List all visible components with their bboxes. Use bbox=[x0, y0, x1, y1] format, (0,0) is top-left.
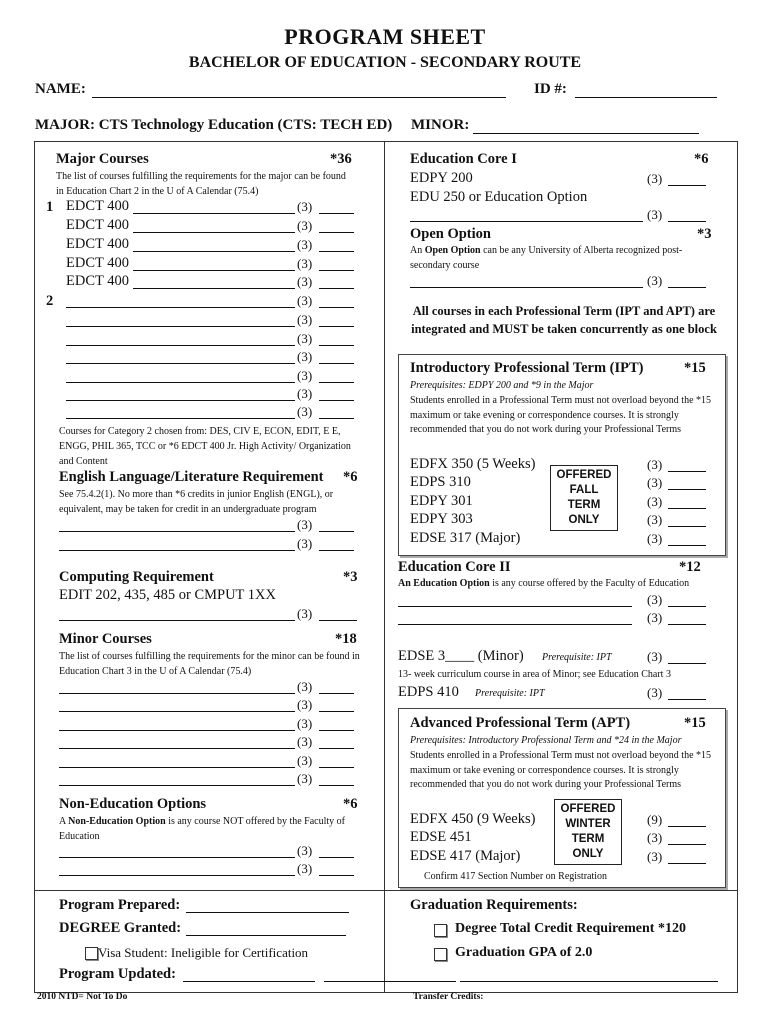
major-line-1[interactable] bbox=[133, 213, 295, 214]
minor-credit-3: (3) bbox=[297, 716, 313, 731]
apt-course-1: EDFX 450 (9 Weeks) bbox=[410, 811, 536, 827]
visa-label: Visa Student: Ineligible for Certification bbox=[98, 945, 309, 960]
program-updated-field-3[interactable] bbox=[460, 981, 718, 982]
core2-credits: *12 bbox=[679, 559, 701, 575]
cat2-line-6[interactable] bbox=[66, 400, 295, 401]
apt-desc: Students enrolled in a Professional Term must not overload beyond the *15 maximum or take evening or correspondence courses. It is strongly recommended that you do not work during your Professional Terms bbox=[410, 750, 712, 790]
program-prepared-field[interactable] bbox=[186, 912, 349, 913]
cat2-credit-6: (3) bbox=[297, 386, 313, 401]
english-title: English Language/Literature Requirement bbox=[59, 469, 324, 485]
cat2-credit-1: (3) bbox=[297, 293, 313, 308]
edps410-credit: (3) bbox=[647, 685, 663, 700]
nonedu-title: Non-Education Options bbox=[59, 796, 207, 812]
ipt-course-5: EDSE 317 (Major) bbox=[410, 530, 521, 546]
apt-course-2: EDSE 451 bbox=[410, 829, 472, 845]
edse3-note: 13- week curriculum course in area of Minor; see Education Chart 3 bbox=[398, 669, 671, 680]
cat2-line-3[interactable] bbox=[66, 345, 295, 346]
major-course-5: EDCT 400 bbox=[66, 273, 129, 289]
degree-granted-label: DEGREE Granted: bbox=[59, 920, 182, 936]
nonedu-credit-2: (3) bbox=[297, 861, 313, 876]
core1-grade-1[interactable] bbox=[668, 185, 706, 186]
minor-credit-4: (3) bbox=[297, 734, 313, 749]
category-2-marker: 2 bbox=[46, 293, 54, 309]
major-credits: *36 bbox=[330, 151, 352, 167]
ipt-grade-1[interactable] bbox=[668, 471, 706, 472]
edse3-credit: (3) bbox=[647, 649, 663, 664]
cat2-grade-6[interactable] bbox=[319, 400, 354, 401]
english-grade-1[interactable] bbox=[319, 531, 354, 532]
edps410-prereq: Prerequisite: IPT bbox=[475, 688, 545, 699]
ipt-credit-1: (3) bbox=[647, 457, 663, 472]
core1-credit-1: (3) bbox=[647, 171, 663, 186]
cat2-credit-5: (3) bbox=[297, 368, 313, 383]
footer-left: 2010 NTD= Not To Do bbox=[37, 992, 128, 1002]
credit-requirement-label: Degree Total Credit Requirement *120 bbox=[455, 921, 686, 936]
major-label: MAJOR: CTS Technology Education (CTS: TECH ED) bbox=[35, 117, 393, 133]
core2-grade-1[interactable] bbox=[668, 606, 706, 607]
page-subtitle: BACHELOR OF EDUCATION - SECONDARY ROUTE bbox=[188, 54, 582, 71]
open-desc: An Open Option can be any University of Alberta recognized post-secondary course bbox=[410, 245, 683, 271]
major-title: Major Courses bbox=[56, 151, 149, 167]
graduation-requirements-label: Graduation Requirements: bbox=[410, 897, 578, 913]
professional-term-note: All courses in each Professional Term (IPT and APT) are integrated and MUST be taken concurrently as one block bbox=[411, 304, 717, 336]
open-line[interactable] bbox=[410, 287, 643, 288]
ipt-grade-5[interactable] bbox=[668, 545, 706, 546]
footer-transfer-credits: Transfer Credits: bbox=[413, 992, 484, 1002]
english-credits: *6 bbox=[343, 469, 358, 485]
edse3-grade[interactable] bbox=[668, 663, 706, 664]
edse3-prereq: Prerequisite: IPT bbox=[542, 652, 612, 663]
open-credit: (3) bbox=[647, 273, 663, 288]
degree-granted-field[interactable] bbox=[186, 935, 346, 936]
ipt-desc: Students enrolled in a Professional Term must not overload beyond the *15 maximum or take evening or correspondence courses. It is strongly recommended that you do not work during your Professional Terms bbox=[410, 395, 712, 435]
nonedu-desc: A Non-Education Option is any course NOT offered by the Faculty of Education bbox=[59, 816, 346, 842]
major-line-5[interactable] bbox=[133, 288, 295, 289]
english-line-2[interactable] bbox=[59, 550, 295, 551]
apt-grade-3[interactable] bbox=[668, 863, 706, 864]
minor-grade-6[interactable] bbox=[319, 785, 354, 786]
minor-label: MINOR: bbox=[411, 117, 470, 133]
major-grade-4[interactable] bbox=[319, 270, 354, 271]
cat2-note: Courses for Category 2 chosen from: DES, CIV E, ECON, EDIT, E E, ENGG, PHIL 365, TCC or *6 EDCT 400 Jr. High Activity/ Organization and Content bbox=[59, 426, 351, 467]
ipt-credit-5: (3) bbox=[647, 531, 663, 546]
edps410-grade[interactable] bbox=[668, 699, 706, 700]
english-grade-2[interactable] bbox=[319, 550, 354, 551]
open-credits: *3 bbox=[697, 226, 712, 242]
english-credit-1: (3) bbox=[297, 517, 313, 532]
cat2-line-2[interactable] bbox=[66, 326, 295, 327]
ipt-course-4: EDPY 303 bbox=[410, 511, 473, 527]
minor-line-1[interactable] bbox=[59, 693, 295, 694]
major-credit-3: (3) bbox=[297, 237, 313, 252]
nonedu-grade-1[interactable] bbox=[319, 857, 354, 858]
apt-course-3: EDSE 417 (Major) bbox=[410, 848, 521, 864]
minor-grade-3[interactable] bbox=[319, 730, 354, 731]
program-updated-field-2[interactable] bbox=[324, 981, 456, 982]
minor-grade-2[interactable] bbox=[319, 711, 354, 712]
minor-line-3[interactable] bbox=[59, 730, 295, 731]
major-line-2[interactable] bbox=[133, 232, 295, 233]
name-field[interactable] bbox=[92, 97, 506, 98]
computing-title: Computing Requirement bbox=[59, 569, 214, 585]
major-grade-2[interactable] bbox=[319, 232, 354, 233]
ipt-grade-2[interactable] bbox=[668, 489, 706, 490]
computing-credit: (3) bbox=[297, 606, 313, 621]
major-credit-1: (3) bbox=[297, 199, 313, 214]
minor-line-6[interactable] bbox=[59, 785, 295, 786]
major-credit-2: (3) bbox=[297, 218, 313, 233]
major-grade-1[interactable] bbox=[319, 213, 354, 214]
core2-line-2[interactable] bbox=[398, 624, 632, 625]
apt-credit-1: (9) bbox=[647, 812, 663, 827]
ipt-course-2: EDPS 310 bbox=[410, 474, 471, 490]
cat2-line-5[interactable] bbox=[66, 382, 295, 383]
core2-credit-2: (3) bbox=[647, 610, 663, 625]
edse3-course: EDSE 3____ (Minor) bbox=[398, 648, 524, 664]
nonedu-credits: *6 bbox=[343, 796, 358, 812]
gpa-requirement-label: Graduation GPA of 2.0 bbox=[455, 945, 593, 960]
program-prepared-label: Program Prepared: bbox=[59, 897, 181, 913]
minor-line-2[interactable] bbox=[59, 711, 295, 712]
cat2-grade-7[interactable] bbox=[319, 418, 354, 419]
apt-confirm-note: Confirm 417 Section Number on Registration bbox=[424, 871, 608, 882]
apt-credit-3: (3) bbox=[647, 849, 663, 864]
minor-credit-6: (3) bbox=[297, 771, 313, 786]
nonedu-line-2[interactable] bbox=[59, 875, 295, 876]
ipt-grade-4[interactable] bbox=[668, 526, 706, 527]
major-credit-5: (3) bbox=[297, 274, 313, 289]
major-course-4: EDCT 400 bbox=[66, 255, 129, 271]
core1-title: Education Core I bbox=[410, 151, 517, 167]
cat2-credit-7: (3) bbox=[297, 404, 313, 419]
cat2-line-4[interactable] bbox=[66, 363, 295, 364]
edps410-course: EDPS 410 bbox=[398, 684, 459, 700]
ipt-credit-2: (3) bbox=[647, 475, 663, 490]
english-desc: See 75.4.2(1). No more than *6 credits in junior English (ENGL), or equivalent, may be taken for credit in an undergraduate program bbox=[59, 489, 334, 515]
core1-credits: *6 bbox=[694, 151, 709, 167]
apt-grade-1[interactable] bbox=[668, 826, 706, 827]
english-credit-2: (3) bbox=[297, 536, 313, 551]
ipt-title: Introductory Professional Term (IPT) bbox=[410, 360, 644, 376]
open-title: Open Option bbox=[410, 226, 491, 242]
cat2-credit-4: (3) bbox=[297, 349, 313, 364]
page-title: PROGRAM SHEET bbox=[284, 24, 486, 49]
column-divider bbox=[384, 141, 385, 992]
id-field[interactable] bbox=[575, 97, 717, 98]
core1-course-2: EDU 250 or Education Option bbox=[410, 189, 588, 205]
nonedu-credit-1: (3) bbox=[297, 843, 313, 858]
core2-desc: An Education Option is any course offered by the Faculty of Education bbox=[398, 578, 690, 589]
ipt-course-3: EDPY 301 bbox=[410, 493, 473, 509]
cat2-grade-5[interactable] bbox=[319, 382, 354, 383]
ipt-credit-3: (3) bbox=[647, 494, 663, 509]
major-course-2: EDCT 400 bbox=[66, 217, 129, 233]
apt-credit-2: (3) bbox=[647, 830, 663, 845]
minor-grade-4[interactable] bbox=[319, 748, 354, 749]
cat2-line-1[interactable] bbox=[66, 307, 295, 308]
major-desc: The list of courses fulfilling the requirements for the major can be found in Education Chart 2 in the U of A Calendar (75.4) bbox=[56, 171, 346, 197]
apt-grade-2[interactable] bbox=[668, 844, 706, 845]
apt-credits: *15 bbox=[684, 715, 706, 731]
core1-course-1: EDPY 200 bbox=[410, 170, 473, 186]
major-course-3: EDCT 400 bbox=[66, 236, 129, 252]
minor-credit-1: (3) bbox=[297, 679, 313, 694]
apt-prereq: Prerequisites: Introductory Professional Term and *24 in the Major bbox=[410, 735, 682, 746]
computing-courses: EDIT 202, 435, 485 or CMPUT 1XX bbox=[59, 587, 276, 603]
ipt-offered-badge: OFFERED FALL TERM ONLY bbox=[550, 465, 618, 531]
ipt-prereq: Prerequisites: EDPY 200 and *9 in the Major bbox=[410, 380, 594, 391]
cat2-credit-2: (3) bbox=[297, 312, 313, 327]
minor-title: Minor Courses bbox=[59, 631, 152, 647]
gpa-requirement-checkbox[interactable] bbox=[434, 948, 447, 961]
computing-grade[interactable] bbox=[319, 620, 357, 621]
minor-line-5[interactable] bbox=[59, 767, 295, 768]
cat2-grade-1[interactable] bbox=[319, 307, 354, 308]
program-updated-field-1[interactable] bbox=[183, 981, 315, 982]
minor-credit-5: (3) bbox=[297, 753, 313, 768]
apt-title: Advanced Professional Term (APT) bbox=[410, 715, 631, 731]
core2-credit-1: (3) bbox=[647, 592, 663, 607]
core2-grade-2[interactable] bbox=[668, 624, 706, 625]
computing-credits: *3 bbox=[343, 569, 358, 585]
major-course-1: EDCT 400 bbox=[66, 198, 129, 214]
major-credit-4: (3) bbox=[297, 256, 313, 271]
ipt-credits: *15 bbox=[684, 360, 706, 376]
major-grade-5[interactable] bbox=[319, 288, 354, 289]
ipt-course-1: EDFX 350 (5 Weeks) bbox=[410, 456, 536, 472]
major-line-3[interactable] bbox=[133, 251, 295, 252]
ipt-grade-3[interactable] bbox=[668, 508, 706, 509]
core1-credit-2: (3) bbox=[647, 207, 663, 222]
nonedu-line-1[interactable] bbox=[59, 857, 295, 858]
program-updated-label: Program Updated: bbox=[59, 966, 176, 982]
english-line-1[interactable] bbox=[59, 531, 295, 532]
credit-requirement-checkbox[interactable] bbox=[434, 924, 447, 937]
core1-line-2[interactable] bbox=[410, 221, 643, 222]
core2-line-1[interactable] bbox=[398, 606, 632, 607]
minor-grade-1[interactable] bbox=[319, 693, 354, 694]
id-label: ID #: bbox=[534, 81, 567, 97]
minor-line-4[interactable] bbox=[59, 748, 295, 749]
minor-credit-2: (3) bbox=[297, 697, 313, 712]
visa-checkbox[interactable] bbox=[85, 947, 98, 960]
core1-grade-2[interactable] bbox=[668, 221, 706, 222]
category-1-marker: 1 bbox=[46, 199, 54, 215]
minor-desc: The list of courses fulfilling the requirements for the minor can be found in Education Chart 3 in the U of A Calendar (75.4) bbox=[59, 651, 360, 677]
minor-grade-5[interactable] bbox=[319, 767, 354, 768]
ipt-credit-4: (3) bbox=[647, 512, 663, 527]
minor-credits: *18 bbox=[335, 631, 357, 647]
core2-title: Education Core II bbox=[398, 559, 511, 575]
computing-line[interactable] bbox=[59, 620, 295, 621]
major-grade-3[interactable] bbox=[319, 251, 354, 252]
cat2-grade-3[interactable] bbox=[319, 345, 354, 346]
nonedu-grade-2[interactable] bbox=[319, 875, 354, 876]
apt-offered-badge: OFFERED WINTER TERM ONLY bbox=[554, 799, 622, 865]
cat2-grade-2[interactable] bbox=[319, 326, 354, 327]
open-grade[interactable] bbox=[668, 287, 706, 288]
name-label: NAME: bbox=[35, 81, 86, 97]
minor-field[interactable] bbox=[473, 133, 699, 134]
major-line-4[interactable] bbox=[133, 270, 295, 271]
cat2-grade-4[interactable] bbox=[319, 363, 354, 364]
cat2-line-7[interactable] bbox=[66, 418, 295, 419]
cat2-credit-3: (3) bbox=[297, 331, 313, 346]
